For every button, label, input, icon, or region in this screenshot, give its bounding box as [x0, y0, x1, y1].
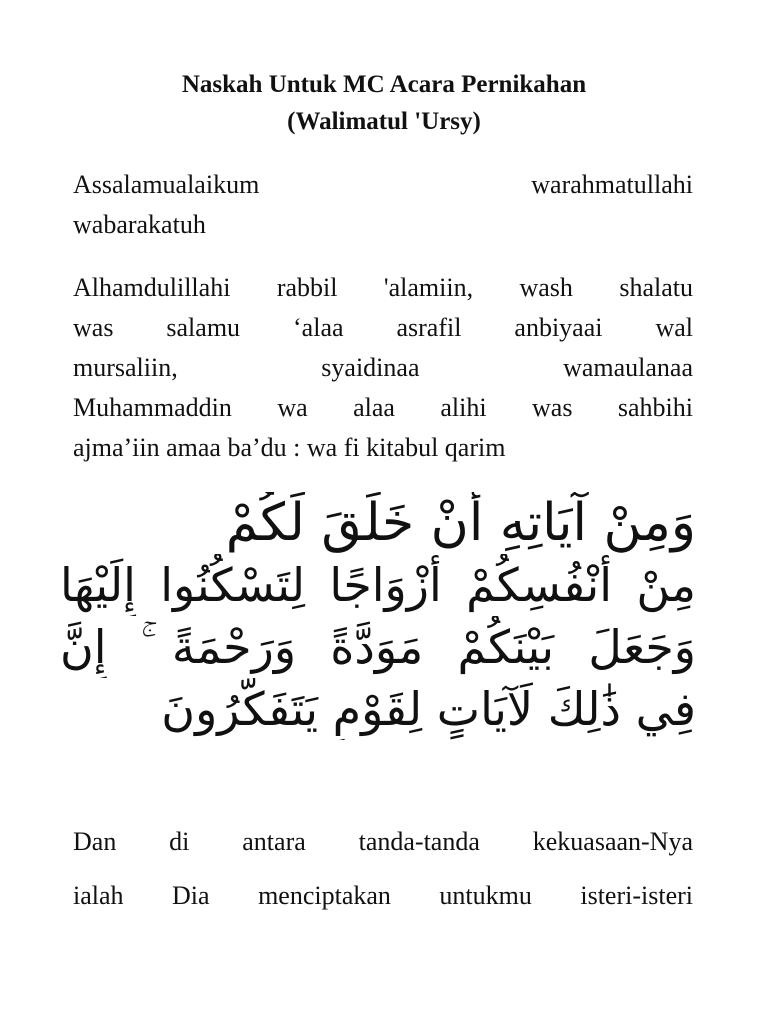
- translation-paragraph: [73, 815, 693, 923]
- arabic-verse-line: فِي ذَٰلِكَ لَآيَاتٍ لِقَوْمٍ يَتَفَكَّرُونَ: [161, 682, 696, 736]
- greeting-line: Assalamualaikum warahmatullahi: [73, 170, 693, 199]
- opening-line: Muhammaddin wa alaa alihi was sahbihi: [73, 393, 693, 422]
- arabic-verse-line: وَمِنْ آيَاتِهِ أَنْ خَلَقَ لَكُمْ: [225, 493, 696, 553]
- greeting-paragraph: [73, 165, 693, 245]
- document-title-line-1: Naskah Untuk MC Acara Pernikahan: [181, 71, 587, 98]
- translation-line: Dan di antara tanda-tanda kekuasaan-Nya: [73, 827, 693, 856]
- greeting-line: wabarakatuh: [73, 210, 206, 239]
- opening-line: ajma’iin amaa ba’du : wa fi kitabul qarim: [73, 433, 506, 462]
- arabic-verse-line: وَجَعَلَ بَيْنَكُمْ مَوَدَّةً وَرَحْمَةً ۚ إِنَّ: [60, 620, 696, 674]
- arabic-verse: [60, 492, 696, 740]
- arabic-verse-line: مِنْ أَنْفُسِكُمْ أَزْوَاجًا لِتَسْكُنُوا إِلَيْهَا: [60, 558, 696, 612]
- document-title-line-2: (Walimatul 'Ursy): [287, 108, 481, 135]
- opening-line: Alhamdulillahi rabbil 'alamiin, wash shalatu: [73, 273, 693, 302]
- opening-line: mursaliin, syaidinaa wamaulanaa: [73, 353, 693, 382]
- translation-line: ialah Dia menciptakan untukmu isteri-isteri: [73, 881, 693, 910]
- opening-line: was salamu ‘alaa asrafil anbiyaai wal: [73, 313, 693, 342]
- opening-paragraph: [73, 268, 693, 468]
